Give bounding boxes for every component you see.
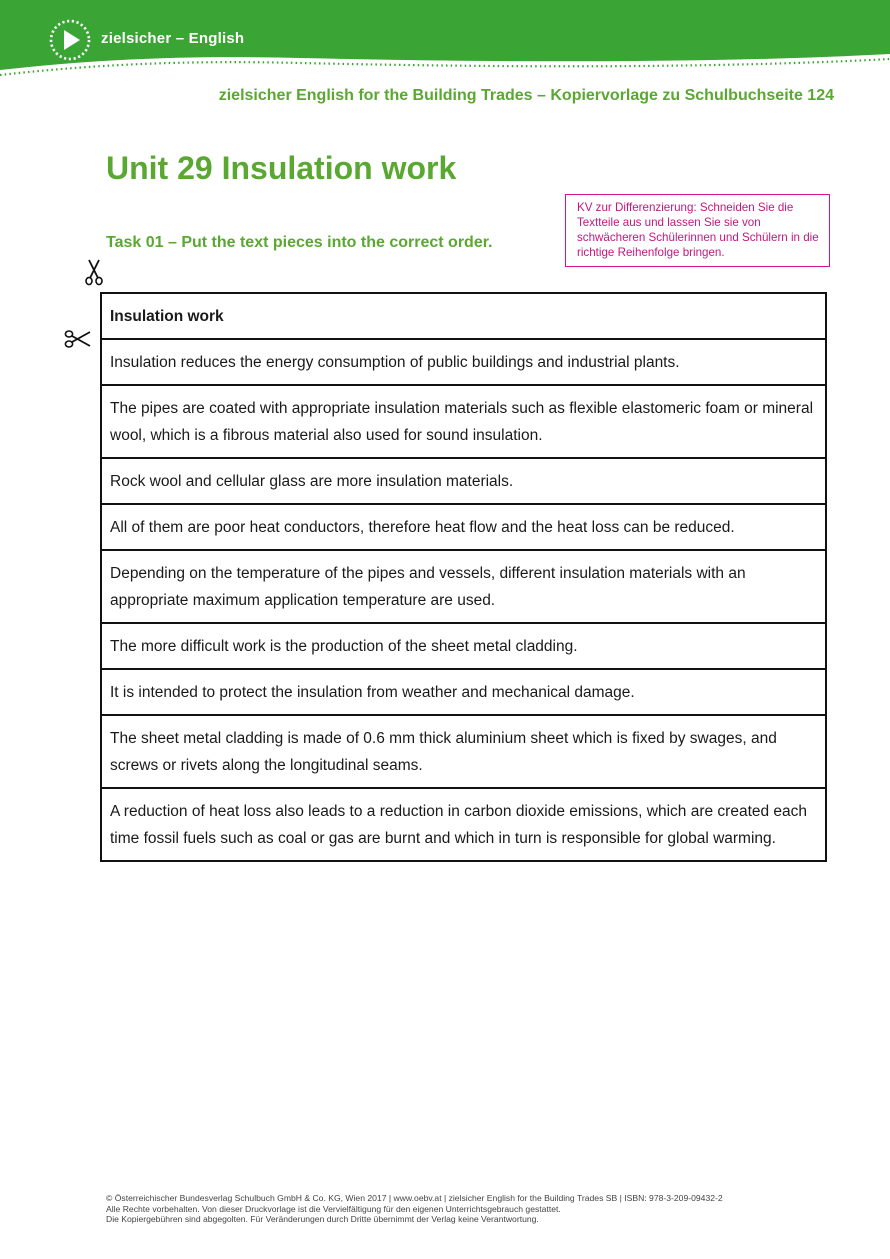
text-strip: All of them are poor heat conductors, therefore heat flow and the heat loss can be reduced. bbox=[101, 504, 826, 550]
text-strip: Depending on the temperature of the pipes and vessels, different insulation materials with an appropriate maximum application temperature are used. bbox=[101, 550, 826, 623]
brand-name: zielsicher – English bbox=[101, 30, 245, 47]
unit-title: Unit 29 Insulation work bbox=[106, 150, 457, 186]
copyright-footer bbox=[106, 1193, 723, 1225]
table-heading: Insulation work bbox=[101, 293, 826, 339]
text-strip-row bbox=[101, 339, 826, 385]
text-strip-row bbox=[101, 788, 826, 861]
text-strip: It is intended to protect the insulation from weather and mechanical damage. bbox=[101, 669, 826, 715]
text-strip-row bbox=[101, 623, 826, 669]
text-strip-row bbox=[101, 458, 826, 504]
footer-line: Die Kopiergebühren sind abgegolten. Für Veränderungen durch Dritte übernimmt der Verlag keine Verantwortung. bbox=[106, 1214, 539, 1225]
text-strip-row bbox=[101, 669, 826, 715]
header-banner bbox=[0, 0, 890, 80]
text-strip: The more difficult work is the production of the sheet metal cladding. bbox=[101, 623, 826, 669]
text-strip: Rock wool and cellular glass are more insulation materials. bbox=[101, 458, 826, 504]
footer-line: Alle Rechte vorbehalten. Von dieser Druckvorlage ist die Vervielfältigung für den eigenen Unterrichtsgebrauch gestattet. bbox=[106, 1203, 561, 1214]
text-strip-row bbox=[101, 385, 826, 458]
text-strip: Insulation reduces the energy consumption of public buildings and industrial plants. bbox=[101, 339, 826, 385]
page-subtitle: zielsicher English for the Building Trades – Kopiervorlage zu Schulbuchseite 124 bbox=[218, 87, 834, 104]
text-strip-row bbox=[101, 715, 826, 788]
table-header-row bbox=[101, 293, 826, 339]
scissors-vertical-icon bbox=[84, 258, 104, 286]
scissors-horizontal-icon bbox=[64, 328, 92, 350]
footer-line: © Österreichischer Bundesverlag Schulbuch GmbH & Co. KG, Wien 2017 | www.oebv.at | zielsicher English for the Building Trades SB | ISBN: 978-3-209-09432-2 bbox=[106, 1193, 723, 1203]
text-strips-table bbox=[100, 292, 827, 862]
text-strip: A reduction of heat loss also leads to a reduction in carbon dioxide emissions, which are created each time fossil fuels such as coal or gas are burnt and which in turn is responsible for global warming. bbox=[101, 788, 826, 861]
task-instruction: Task 01 – Put the text pieces into the correct order. bbox=[106, 234, 493, 251]
text-strip-row bbox=[101, 504, 826, 550]
text-strip-row bbox=[101, 550, 826, 623]
teacher-note-box: KV zur Differenzierung: Schneiden Sie die Textteile aus und lassen Sie sie von schwächeren Schülerinnen und Schülern in die richtige Reihenfolge bringen. bbox=[565, 194, 830, 267]
text-strip: The pipes are coated with appropriate insulation materials such as flexible elastomeric foam or mineral wool, which is a fibrous material also used for sound insulation. bbox=[101, 385, 826, 458]
text-strip: The sheet metal cladding is made of 0.6 mm thick aluminium sheet which is fixed by swages, and screws or rivets along the longitudinal seams. bbox=[101, 715, 826, 788]
